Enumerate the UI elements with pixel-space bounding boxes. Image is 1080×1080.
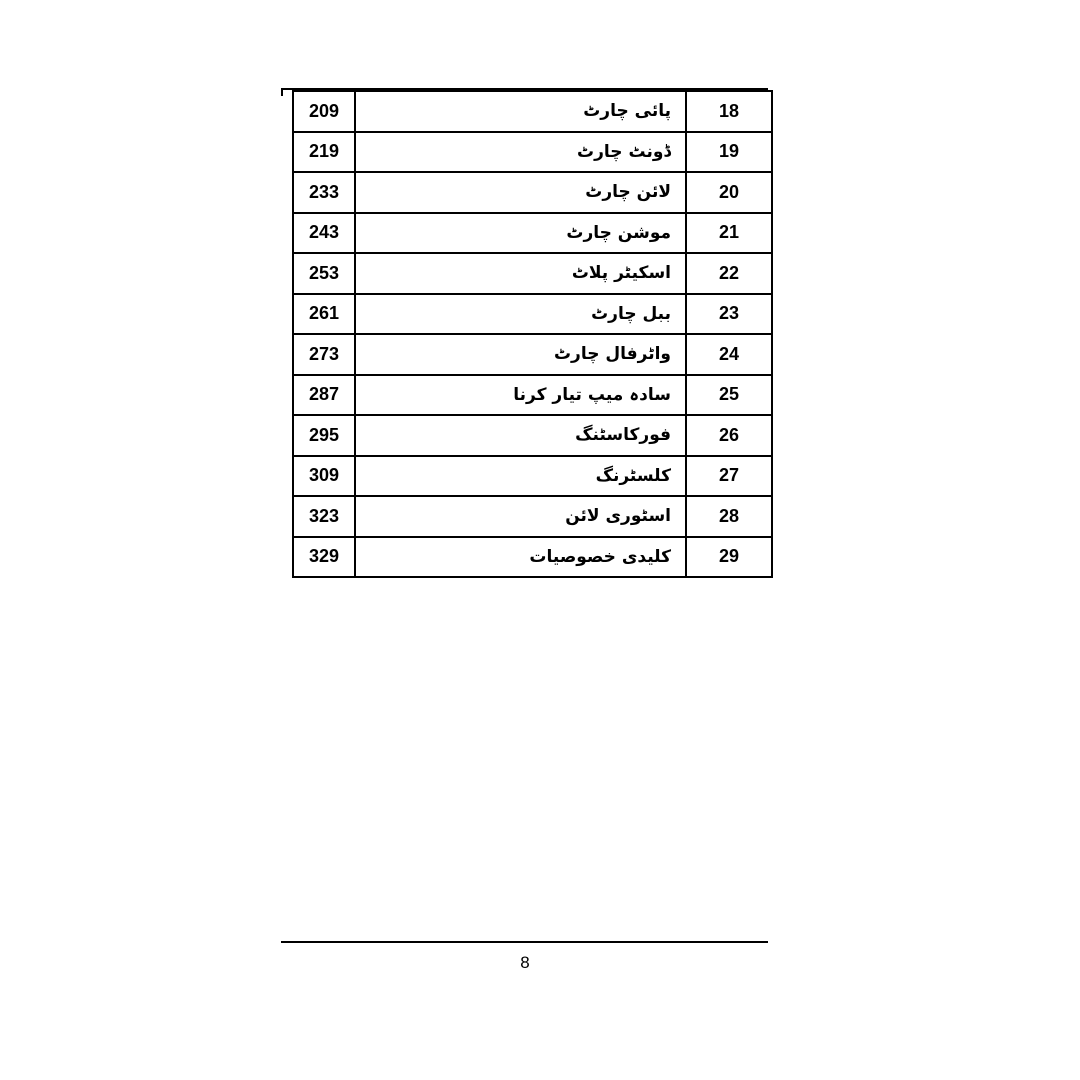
toc-page-number: 329: [293, 537, 355, 578]
toc-chapter-number: 21: [686, 213, 772, 254]
toc-chapter-number: 28: [686, 496, 772, 537]
toc-chapter-number: 25: [686, 375, 772, 416]
toc-page-number: 273: [293, 334, 355, 375]
table-of-contents: [292, 90, 773, 578]
toc-row[interactable]: [293, 334, 772, 375]
toc-page-number: 309: [293, 456, 355, 497]
toc-page-number: 233: [293, 172, 355, 213]
toc-chapter-title: اسکیٹر پلاٹ: [355, 253, 686, 294]
toc-row[interactable]: [293, 172, 772, 213]
toc-row[interactable]: [293, 253, 772, 294]
toc-chapter-number: 18: [686, 91, 772, 132]
toc-chapter-title: فورکاسٹنگ: [355, 415, 686, 456]
toc-chapter-number: 26: [686, 415, 772, 456]
toc-row[interactable]: [293, 537, 772, 578]
toc-chapter-title: کلسٹرنگ: [355, 456, 686, 497]
toc-chapter-number: 20: [686, 172, 772, 213]
toc-page-number: 261: [293, 294, 355, 335]
toc-chapter-number: 19: [686, 132, 772, 173]
top-rule-tick: [281, 88, 283, 96]
toc-row[interactable]: [293, 456, 772, 497]
page-number: 8: [520, 953, 530, 972]
toc-row[interactable]: [293, 294, 772, 335]
toc-page-number: 295: [293, 415, 355, 456]
toc-body: [293, 91, 772, 577]
toc-chapter-title: کلیدی خصوصیات: [355, 537, 686, 578]
toc-chapter-number: 27: [686, 456, 772, 497]
toc-chapter-number: 22: [686, 253, 772, 294]
toc-row[interactable]: [293, 91, 772, 132]
toc-page-number: 209: [293, 91, 355, 132]
toc-chapter-number: 24: [686, 334, 772, 375]
footer-rule: [281, 941, 768, 943]
toc-page-number: 287: [293, 375, 355, 416]
toc-chapter-title: پائی چارٹ: [355, 91, 686, 132]
toc-row[interactable]: [293, 415, 772, 456]
toc-chapter-title: سادہ میپ تیار کرنا: [355, 375, 686, 416]
toc-chapter-title: اسٹوری لائن: [355, 496, 686, 537]
toc-page-number: 323: [293, 496, 355, 537]
toc-chapter-number: 29: [686, 537, 772, 578]
toc-page-number: 243: [293, 213, 355, 254]
toc-chapter-title: واٹرفال چارٹ: [355, 334, 686, 375]
toc-page-number: 219: [293, 132, 355, 173]
toc-row[interactable]: [293, 496, 772, 537]
toc-page-number: 253: [293, 253, 355, 294]
toc-chapter-title: موشن چارٹ: [355, 213, 686, 254]
toc-chapter-title: ببل چارٹ: [355, 294, 686, 335]
toc-chapter-title: لائن چارٹ: [355, 172, 686, 213]
toc-row[interactable]: [293, 375, 772, 416]
toc-row[interactable]: [293, 132, 772, 173]
toc-chapter-title: ڈونٹ چارٹ: [355, 132, 686, 173]
toc-row[interactable]: [293, 213, 772, 254]
toc-chapter-number: 23: [686, 294, 772, 335]
